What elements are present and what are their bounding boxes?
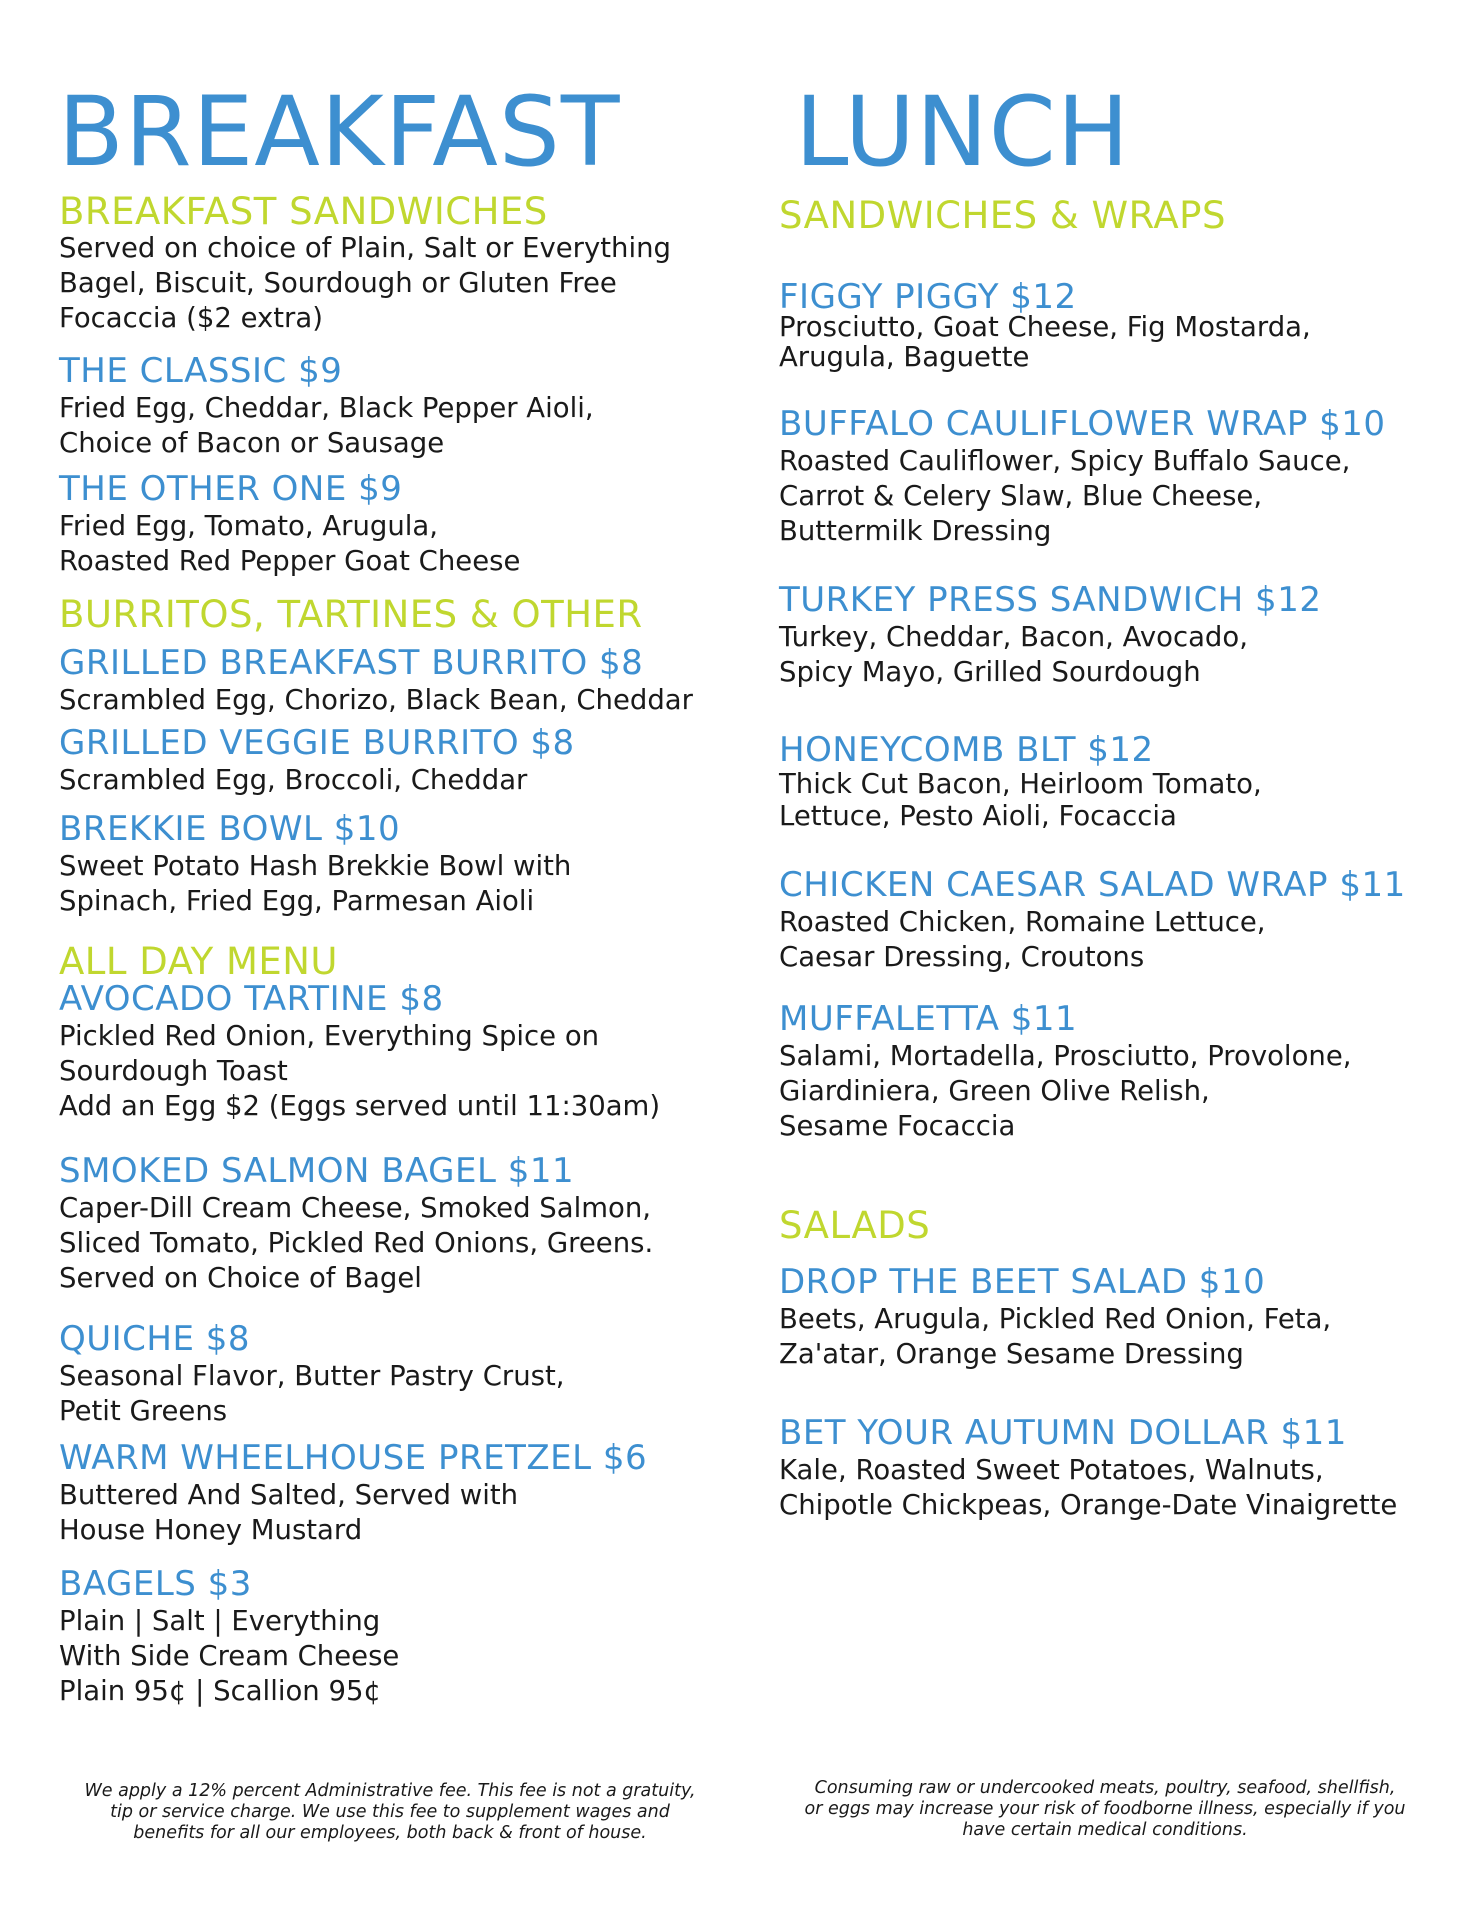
item-the-classic-desc: Fried Egg, Cheddar, Black Pepper Aioli, Choice of Bacon or Sausage [59, 392, 594, 459]
breakfast-sandwiches-desc: Served on choice of Plain, Salt or Everything Bagel, Biscuit, Sourdough or Gluten Free Focaccia ($2 extra) [59, 232, 671, 334]
item-drop-the-beet-title: DROP THE BEET SALAD $10 [779, 1262, 1266, 1302]
item-the-other-one-title: THE OTHER ONE $9 [59, 469, 403, 509]
item-grilled-veggie-burrito-desc: Scrambled Egg, Broccoli, Cheddar [59, 764, 528, 796]
item-avocado-tartine-title: AVOCADO TARTINE $8 [59, 979, 444, 1019]
item-chicken-caesar-desc: Roasted Chicken, Romaine Lettuce, Caesar Dressing, Croutons [779, 906, 1266, 973]
item-figgy-piggy-desc: Prosciutto, Goat Cheese, Fig Mostarda, Arugula, Baguette [779, 311, 1311, 373]
section-burritos-tartines: BURRITOS, TARTINES & OTHER [59, 593, 643, 636]
item-muffaletta-title: MUFFALETTA $11 [779, 999, 1078, 1039]
item-bet-your-autumn-title: BET YOUR AUTUMN DOLLAR $11 [779, 1413, 1347, 1453]
item-bagels-desc: Plain | Salt | Everything With Side Cream Cheese Plain 95¢ | Scallion 95¢ [59, 1605, 400, 1707]
item-figgy-piggy-title: FIGGY PIGGY $12 [779, 277, 1077, 317]
item-honeycomb-blt-desc: Thick Cut Bacon, Heirloom Tomato, Lettuce, Pesto Aioli, Focaccia [779, 768, 1262, 832]
item-drop-the-beet-desc: Beets, Arugula, Pickled Red Onion, Feta, Za'atar, Orange Sesame Dressing [779, 1303, 1332, 1370]
breakfast-title: BREAKFAST [58, 76, 621, 188]
item-turkey-press-title: TURKEY PRESS SANDWICH $12 [779, 580, 1322, 620]
section-salads: SALADS [779, 1204, 931, 1247]
item-brekkie-bowl-title: BREKKIE BOWL $10 [59, 809, 401, 849]
item-quiche-title: QUICHE $8 [59, 1319, 251, 1359]
item-quiche-desc: Seasonal Flavor, Butter Pastry Crust, Petit Greens [59, 1360, 565, 1427]
section-sandwiches-wraps: SANDWICHES & WRAPS [779, 194, 1226, 237]
item-buffalo-cauliflower-title: BUFFALO CAULIFLOWER WRAP $10 [779, 404, 1386, 444]
item-honeycomb-blt-title: HONEYCOMB BLT $12 [779, 730, 1154, 770]
section-breakfast-sandwiches: BREAKFAST SANDWICHES [59, 190, 548, 233]
item-muffaletta-desc: Salami, Mortadella, Prosciutto, Provolone, Giardiniera, Green Olive Relish, Sesame Focaccia [779, 1040, 1352, 1142]
item-grilled-breakfast-burrito-desc: Scrambled Egg, Chorizo, Black Bean, Cheddar [59, 684, 693, 716]
item-the-classic-title: THE CLASSIC $9 [59, 351, 343, 391]
item-warm-pretzel-desc: Buttered And Salted, Served with House Honey Mustard [59, 1479, 519, 1546]
item-chicken-caesar-title: CHICKEN CAESAR SALAD WRAP $11 [779, 865, 1406, 905]
item-turkey-press-desc: Turkey, Cheddar, Bacon, Avocado, Spicy Mayo, Grilled Sourdough [779, 621, 1248, 688]
item-warm-pretzel-title: WARM WHEELHOUSE PRETZEL $6 [59, 1438, 648, 1478]
item-bagels-title: BAGELS $3 [59, 1564, 252, 1604]
item-smoked-salmon-bagel-title: SMOKED SALMON BAGEL $11 [59, 1151, 575, 1191]
item-grilled-breakfast-burrito-title: GRILLED BREAKFAST BURRITO $8 [59, 643, 644, 683]
lunch-title: LUNCH [795, 76, 1130, 188]
item-bet-your-autumn-desc: Kale, Roasted Sweet Potatoes, Walnuts, Chipotle Chickpeas, Orange-Date Vinaigrette [779, 1454, 1398, 1521]
item-grilled-veggie-burrito-title: GRILLED VEGGIE BURRITO $8 [59, 723, 575, 763]
item-the-other-one-desc: Fried Egg, Tomato, Arugula, Roasted Red Pepper Goat Cheese [59, 510, 521, 577]
admin-fee-note: We apply a 12% percent Administrative fee. This fee is not a gratuity, tip or service charge. We use this fee to supplement wages and benefits for all our employees, both back & front of house. [84, 1781, 696, 1843]
item-buffalo-cauliflower-desc: Roasted Cauliflower, Spicy Buffalo Sauce, Carrot & Celery Slaw, Blue Cheese, Buttermilk Dressing [779, 445, 1351, 547]
item-brekkie-bowl-desc: Sweet Potato Hash Brekkie Bowl with Spinach, Fried Egg, Parmesan Aioli [59, 850, 572, 917]
item-avocado-tartine-desc: Pickled Red Onion, Everything Spice on Sourdough Toast Add an Egg $2 (Eggs served until 11:30am) [59, 1020, 661, 1122]
section-all-day-menu: ALL DAY MENU [59, 940, 339, 983]
item-smoked-salmon-bagel-desc: Caper-Dill Cream Cheese, Smoked Salmon, Sliced Tomato, Pickled Red Onions, Greens. Served on Choice of Bagel [59, 1192, 654, 1294]
health-warning-note: Consuming raw or undercooked meats, poultry, seafood, shellfish, or eggs may increase your risk of foodborne illness, especially if you have certain medical conditions. [804, 1778, 1406, 1840]
